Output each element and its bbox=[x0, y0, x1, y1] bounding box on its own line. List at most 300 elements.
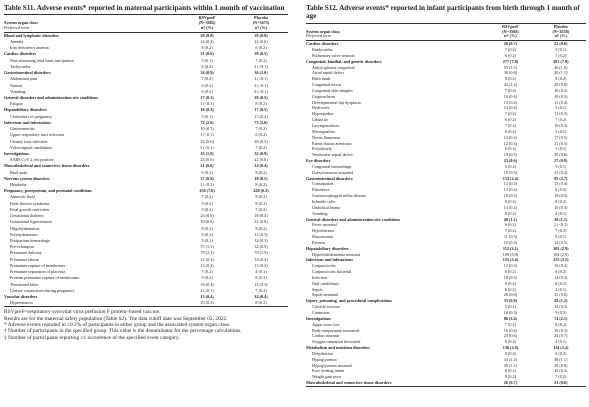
placebo-value: 13 (0.4) bbox=[554, 99, 568, 105]
system-organ-class-row bbox=[306, 380, 586, 386]
placebo-value: 8 (0.2) bbox=[255, 225, 267, 231]
row-label: Premature labour bbox=[10, 256, 39, 262]
row-label: Ventricular septal defect bbox=[312, 152, 353, 158]
rsvpref-value: 5 (0.1) bbox=[201, 238, 213, 244]
rsvpref-value: 30 (0.8) bbox=[503, 70, 518, 76]
rsvpref-value: 6 (0.2) bbox=[201, 82, 213, 88]
rsvpref-value: 1 (<0.1) bbox=[200, 101, 214, 107]
row-label: Oral candidiasis bbox=[312, 280, 340, 286]
placebo-value: 14 (0.4) bbox=[254, 293, 268, 299]
row-label: Contusion bbox=[312, 310, 330, 316]
row-label: Pregnancy, puerperium, and perinatal conditions bbox=[4, 188, 92, 194]
header-system-organ-class: System organ class bbox=[306, 29, 340, 34]
row-label: Upper respiratory tract infection bbox=[10, 132, 65, 138]
placebo-value: 23 (0.6) bbox=[554, 41, 568, 47]
rsvpref-value: 16 (0.4) bbox=[200, 281, 214, 287]
rsvpref-value: 12 (0.3) bbox=[503, 263, 518, 269]
row-label: Micrognathia bbox=[312, 128, 335, 134]
rsvpref-value: 22 (0.6) bbox=[200, 138, 214, 144]
rsvpref-value: 27 (0.8) bbox=[200, 175, 214, 181]
row-label: Oligohydramnios bbox=[10, 225, 40, 231]
row-label: Dacryostenosis acquired bbox=[312, 169, 354, 175]
placebo-value: 13 (0.4) bbox=[554, 169, 568, 175]
row-label: Birth mark bbox=[312, 76, 331, 82]
header-placebo: Placebo bbox=[234, 15, 288, 21]
rsvpref-value: 7 (0.2) bbox=[201, 194, 213, 200]
placebo-value: 95 (2.7) bbox=[554, 175, 568, 181]
placebo-value: 11 (0.3) bbox=[554, 140, 568, 146]
row-label: Iron deficiency anemia bbox=[10, 45, 49, 51]
rsvpref-value: 10 (0.3) bbox=[503, 239, 518, 245]
placebo-value: 8 (0.2) bbox=[255, 101, 267, 107]
rsvpref-value: 6 (0.2) bbox=[504, 222, 516, 228]
header-placebo-unit: n† (%) bbox=[536, 34, 586, 40]
rsvpref-value: 40 (1.1) bbox=[503, 216, 518, 222]
placebo-value: 7 (0.2) bbox=[255, 144, 267, 150]
row-label: Fetal distress syndrome bbox=[10, 200, 50, 206]
rsvpref-value: 6 (0.2) bbox=[201, 88, 213, 94]
table-s11-title: Table S11. Adverse events* reported in maternal participants within 1 month of vaccination bbox=[4, 4, 285, 12]
row-label: Sepsis neonatal bbox=[312, 292, 338, 298]
rsvpref-value: 10 (0.3) bbox=[200, 107, 214, 113]
placebo-value: 11 (0.3) bbox=[554, 111, 568, 117]
rsvpref-value: 23 (0.6) bbox=[503, 333, 518, 339]
placebo-value: 20 (0.5) bbox=[254, 138, 268, 144]
row-label: Non-reassuring fetal heart rate pattern bbox=[10, 57, 74, 63]
placebo-value: 14 (0.4) bbox=[254, 163, 268, 169]
row-label: Gastrointestinal disorders bbox=[4, 70, 51, 76]
row-label: Flatulence bbox=[312, 187, 330, 193]
row-label: Hypoglycemia bbox=[312, 356, 337, 362]
row-label: Oxygen saturation decreased bbox=[312, 339, 361, 345]
rsvpref-value: 33 (0.9) bbox=[503, 298, 518, 304]
placebo-value: 7 (0.2) bbox=[255, 57, 267, 63]
table-s12 bbox=[306, 23, 586, 387]
row-label: Injury, poisoning, and procedural complications bbox=[306, 298, 393, 304]
rsvpref-value: 8 (0.2) bbox=[504, 210, 516, 216]
rsvpref-value: 14 (0.4) bbox=[200, 39, 214, 45]
row-label: Cardiac murmur bbox=[312, 333, 340, 339]
header-placebo-n: (N=3558) bbox=[552, 29, 570, 34]
placebo-value: 27 (0.8) bbox=[554, 158, 568, 164]
placebo-value: 10 (0.3) bbox=[554, 327, 568, 333]
placebo-value: 7 (0.2) bbox=[555, 374, 567, 380]
placebo-value: 6 (0.2) bbox=[255, 45, 267, 51]
placebo-value: 16 (0.4) bbox=[554, 263, 568, 269]
rsvpref-value: 17 (0.5) bbox=[200, 94, 214, 100]
rsvpref-value: 3 (<0.1) bbox=[200, 144, 214, 150]
row-label: Uterine contractions during pregnancy bbox=[10, 287, 75, 293]
row-label: Labial tie bbox=[312, 117, 328, 123]
placebo-value: 38 (1.1) bbox=[554, 356, 568, 362]
rsvpref-value: 53 (1.5) bbox=[503, 64, 518, 70]
row-label: Premature separation of placenta bbox=[10, 269, 65, 275]
rsvpref-value: 23 (0.6) bbox=[200, 213, 214, 219]
placebo-value: 38 (1.1) bbox=[554, 216, 568, 222]
row-label: Hepatobiliary disorders bbox=[306, 245, 349, 251]
row-label: Fever neonatal bbox=[312, 222, 337, 228]
rsvpref-value: 35 (1.0) bbox=[200, 150, 214, 156]
placebo-value: 9 (0.3) bbox=[555, 310, 567, 316]
row-label: Hypospadias bbox=[312, 111, 334, 117]
placebo-value: 10 (0.3) bbox=[554, 123, 568, 129]
row-label: Polyhydramnios bbox=[10, 231, 38, 237]
row-label: General disorders and administration site conditions bbox=[4, 94, 99, 100]
placebo-value: 18 (0.5) bbox=[254, 175, 268, 181]
rsvpref-value: 7 (0.2) bbox=[201, 269, 213, 275]
rsvpref-value: 12 (0.3) bbox=[200, 256, 214, 262]
rsvpref-value: 8 (0.2) bbox=[201, 225, 213, 231]
placebo-value: 103 (2.9) bbox=[553, 245, 569, 251]
rsvpref-value: 6 (0.2) bbox=[504, 128, 516, 134]
row-label: Blood and lymphatic disorders bbox=[4, 32, 60, 38]
rsvpref-value: 16 (0.4) bbox=[503, 93, 518, 99]
rsvpref-value: 1 (<0.1) bbox=[200, 132, 214, 138]
placebo-value: 5 (0.1) bbox=[555, 146, 567, 152]
row-label: Vulvovaginal candidiasis bbox=[10, 144, 53, 150]
row-label: Metabolism and nutrition disorders bbox=[306, 345, 370, 351]
row-label: Eye disorders bbox=[306, 158, 331, 164]
placebo-value: 20 (0.6) bbox=[554, 152, 568, 158]
row-label: Vomiting bbox=[10, 88, 26, 94]
rsvpref-value: 13 (0.4) bbox=[503, 105, 518, 111]
placebo-value: 8 (0.2) bbox=[255, 275, 267, 281]
placebo-value: 20 (0.5) bbox=[254, 51, 268, 57]
placebo-value: 36 (1.0) bbox=[254, 70, 268, 76]
placebo-value: 10 (0.3) bbox=[554, 93, 568, 99]
placebo-value: 16 (0.4) bbox=[254, 213, 268, 219]
row-label: Headache bbox=[10, 182, 27, 188]
placebo-value: 13 (0.4) bbox=[254, 113, 268, 119]
placebo-value: 3 (<0.1) bbox=[254, 76, 268, 82]
row-label: Hypoglycemia neonatal bbox=[312, 362, 352, 368]
rsvpref-value: 5 (0.1) bbox=[201, 57, 213, 63]
rsvpref-value: 5 (0.1) bbox=[201, 113, 213, 119]
placebo-value: 73 (2.0) bbox=[254, 119, 268, 125]
rsvpref-value: 8 (0.2) bbox=[504, 350, 516, 356]
rsvpref-value: 6 (0.2) bbox=[504, 163, 516, 169]
row-label: Cardiac disorders bbox=[306, 41, 339, 47]
rsvpref-value: 12 (0.3) bbox=[503, 181, 518, 187]
table-s12-title: Table S12. Adverse events* reported in infant participants from birth through 1 month of age bbox=[306, 4, 580, 21]
row-label: Preterm premature rupture of membranes bbox=[10, 275, 80, 281]
row-label: Gastroenteritis bbox=[10, 126, 35, 132]
row-label: Clavicle fracture bbox=[312, 304, 341, 310]
row-label: General disorders and administration site conditions bbox=[306, 216, 401, 222]
footnote-line: Results are for the maternal safety population (Table S2). The data cutoff date was September 02, 2022. bbox=[4, 315, 228, 322]
rsvpref-value: 7 (0.2) bbox=[504, 123, 516, 129]
row-label: Investigations bbox=[4, 150, 29, 156]
placebo-value: 15 (0.4) bbox=[554, 368, 568, 374]
rsvpref-value: 42 (1.2) bbox=[503, 82, 518, 88]
placebo-value: 4 (0.1) bbox=[555, 286, 567, 292]
placebo-value: 14 (0.4) bbox=[254, 256, 268, 262]
placebo-value: 8 (0.2) bbox=[255, 182, 267, 188]
placebo-value: 8 (0.2) bbox=[555, 198, 567, 204]
rsvpref-value: 38 (0.8) bbox=[200, 32, 214, 38]
table-s11-section bbox=[4, 0, 288, 341]
row-label: Hydrocele bbox=[312, 105, 330, 111]
placebo-value: 123 (3.5) bbox=[553, 257, 569, 263]
row-label: Gestational diabetes bbox=[10, 213, 44, 219]
row-label: Nausea bbox=[10, 82, 23, 88]
rsvpref-value: 123 (3.4) bbox=[502, 257, 519, 263]
rsvpref-value: 72 (2.0) bbox=[200, 119, 214, 125]
row-label: Investigations bbox=[306, 315, 331, 321]
row-label: Cryptorchism bbox=[312, 93, 336, 99]
row-label: Cardiac disorders bbox=[4, 51, 37, 57]
rsvpref-value: 8 (0.2) bbox=[504, 76, 516, 82]
row-label: Back pain bbox=[10, 169, 27, 175]
placebo-value: 70 (1.9) bbox=[254, 250, 268, 256]
placebo-value: 36 (1.0) bbox=[554, 64, 568, 70]
placebo-value: 4 (0.1) bbox=[255, 269, 267, 275]
row-label: Weight gain poor bbox=[312, 374, 341, 380]
rsvpref-value: 19 (0.5) bbox=[503, 152, 518, 158]
placebo-value: 6 (0.2) bbox=[255, 132, 267, 138]
placebo-value: 7 (0.2) bbox=[555, 52, 567, 58]
placebo-value: 14 (0.4) bbox=[554, 274, 568, 280]
table-s11-footnotes bbox=[4, 309, 288, 340]
placebo-value: 8 (0.2) bbox=[255, 200, 267, 206]
row-label: Sepsis bbox=[312, 286, 323, 292]
row-label: Infections and infestations bbox=[4, 119, 51, 125]
rsvpref-value: 8 (0.2) bbox=[504, 280, 516, 286]
row-label: Developmental hip dysplasia bbox=[312, 99, 361, 105]
placebo-value: 28 (0.8) bbox=[554, 82, 568, 88]
row-label: Anemia bbox=[10, 39, 24, 45]
rsvpref-value: 277 (7.8) bbox=[502, 58, 519, 64]
rsvpref-value: 30 (0.8) bbox=[200, 219, 214, 225]
placebo-value: 19 (0.5) bbox=[554, 193, 568, 199]
placebo-value: 11 (0.3) bbox=[254, 231, 268, 237]
system-organ-class-row bbox=[4, 32, 288, 39]
placebo-value: 12 (0.3) bbox=[554, 239, 568, 245]
rsvpref-value: 138 (3.9) bbox=[502, 345, 519, 351]
rsvpref-value: 6 (0.2) bbox=[201, 169, 213, 175]
row-label: Bradycardia bbox=[312, 47, 333, 53]
row-label: Conjunctivitis bacterial bbox=[312, 269, 352, 275]
placebo-value: 228 (6.2) bbox=[253, 188, 269, 194]
placebo-value: 104 (2.9) bbox=[553, 251, 569, 257]
rsvpref-value: 21 (0.6) bbox=[200, 51, 214, 57]
placebo-value: 281 (7.9) bbox=[553, 58, 569, 64]
placebo-value: 8 (0.2) bbox=[234, 300, 288, 307]
rsvpref-value: 12 (0.3) bbox=[503, 140, 518, 146]
rsvpref-value: 11 (0.3) bbox=[503, 234, 517, 240]
placebo-value: 22 (0.6) bbox=[254, 39, 268, 45]
placebo-value: 6 (0.2) bbox=[555, 321, 567, 327]
rsvpref-value: 133 (3.4) bbox=[502, 175, 519, 181]
row-label: Hepatobiliary disorders bbox=[4, 107, 47, 113]
rsvpref-value: 6 (0.2) bbox=[201, 63, 213, 69]
placebo-value: 2 (<0.1) bbox=[554, 222, 568, 228]
rsvpref-value: 6 (0.2) bbox=[504, 339, 516, 345]
row-label: Infections and infestations bbox=[306, 257, 353, 263]
row-label: Postpartum hemorrhage bbox=[10, 238, 51, 244]
row-label: Threatened labor bbox=[10, 281, 39, 287]
rsvpref-value: 6 (0.2) bbox=[504, 286, 516, 292]
placebo-value: 7 (0.2) bbox=[255, 206, 267, 212]
row-label: Musculoskeletal and connective tissue disorders bbox=[306, 380, 485, 386]
placebo-value: 4 (0.1) bbox=[555, 339, 567, 345]
rsvpref-value: 14 (0.4) bbox=[503, 134, 518, 140]
header-placebo: Placebo bbox=[536, 23, 586, 29]
row-label: Pulmonary valve stenosis bbox=[312, 52, 355, 58]
row-label: Infantile colic bbox=[312, 198, 336, 204]
placebo-value: 17 (0.5) bbox=[554, 134, 568, 140]
placebo-value: 32 (0.9) bbox=[254, 150, 268, 156]
placebo-value: 6 (0.2) bbox=[555, 187, 567, 193]
rsvpref-value: 39 (1.1) bbox=[503, 362, 518, 368]
placebo-value: 24 (0.7) bbox=[554, 333, 568, 339]
header-system-organ-class: System organ class bbox=[4, 21, 38, 26]
rsvpref-value: 10 (0.3) bbox=[503, 169, 518, 175]
placebo-value: 114 (3.2) bbox=[553, 345, 569, 351]
placebo-value: 74 (2.1) bbox=[554, 315, 568, 321]
row-label: Hypothermia bbox=[312, 228, 335, 234]
rsvpref-value: 86 (2.4) bbox=[503, 315, 518, 321]
rsvpref-value: 9 (0.2) bbox=[201, 231, 213, 237]
rsvpref-value: 109 (3.0) bbox=[502, 251, 519, 257]
row-label: Cholestasis of pregnancy bbox=[10, 113, 53, 119]
placebo-value: 29 (0.8) bbox=[254, 32, 268, 38]
rsvpref-value: 7 (0.2) bbox=[504, 87, 516, 93]
placebo-value: 25 (0.6) bbox=[554, 292, 568, 298]
header-rsvpref-unit: n† (%) bbox=[180, 26, 234, 32]
rsvpref-value: 10 (0.3) bbox=[503, 310, 518, 316]
rsvpref-value: 6 (0.2) bbox=[504, 117, 516, 123]
row-label: Congenital nevus bbox=[312, 82, 342, 88]
row-label: Hyperbilirubinemia neonatal bbox=[312, 251, 361, 257]
row-label: Poor feeding infant bbox=[312, 368, 345, 374]
row-label: Constipation bbox=[312, 181, 334, 187]
row-label: Gestational hypertension bbox=[10, 219, 52, 225]
row-label: Gastrointestinal disorders bbox=[306, 175, 353, 181]
row-label: Conjunctivitis bbox=[312, 263, 336, 269]
header-rsvpref: RSVpreF bbox=[485, 23, 535, 29]
placebo-value: 8 (0.2) bbox=[255, 194, 267, 200]
rsvpref-value: 34 (0.9) bbox=[200, 70, 214, 76]
footnote-line: ‡ Number of participants reporting ≥1 occurrence of the specified event category. bbox=[4, 334, 180, 341]
rsvpref-value: 7 (0.2) bbox=[504, 321, 516, 327]
row-label: Nevus flammeus bbox=[312, 134, 341, 140]
table-s11 bbox=[4, 14, 288, 307]
placebo-value: 7 (0.2) bbox=[255, 126, 267, 132]
header-placebo-unit: n† (%) bbox=[234, 26, 288, 32]
placebo-value: 2 (<0.1) bbox=[254, 82, 268, 88]
rsvpref-value: 6 (0.2) bbox=[504, 146, 516, 152]
placebo-value: 22 (0.6) bbox=[254, 219, 268, 225]
row-label: Fatigue bbox=[10, 101, 23, 107]
rsvpref-value: 8 (0.2) bbox=[504, 374, 516, 380]
row-label: Vascular disorders bbox=[4, 293, 38, 299]
rsvpref-value: 20 (0.6) bbox=[503, 292, 518, 298]
rsvpref-value: 13 (0.4) bbox=[200, 262, 214, 268]
placebo-value: 40 (1.1) bbox=[554, 70, 568, 76]
placebo-value: 32 (0.9) bbox=[254, 244, 268, 250]
table-s12-section bbox=[306, 0, 586, 387]
row-label: Atrial septal defect bbox=[312, 70, 344, 76]
row-label: Premature delivery bbox=[10, 250, 42, 256]
placebo-value: 12 (0.3) bbox=[254, 238, 268, 244]
placebo-value: 13 (0.4) bbox=[554, 181, 568, 187]
placebo-value: 23 (0.6) bbox=[536, 380, 586, 386]
rsvpref-value: 19 (0.5) bbox=[503, 193, 518, 199]
header-placebo-n: (N=3675) bbox=[252, 21, 270, 26]
header-preferred-term: Preferred term bbox=[306, 34, 485, 40]
row-label: Congenital hemorrhage bbox=[312, 163, 352, 169]
row-label: Body temperature increased bbox=[312, 327, 359, 333]
header-preferred-term: Preferred term bbox=[4, 26, 180, 32]
row-label: Abdominal pain bbox=[10, 76, 38, 82]
placebo-value: 22 (0.6) bbox=[254, 157, 268, 163]
row-label: Macrosomia bbox=[312, 234, 333, 240]
row-label: Ankyloglossia congenital bbox=[312, 64, 355, 70]
placebo-value: 7 (0.2) bbox=[555, 228, 567, 234]
rsvpref-value: 43 (1.2) bbox=[503, 356, 518, 362]
rsvpref-value: 7 (0.2) bbox=[504, 47, 516, 53]
placebo-value: 43 (1.2) bbox=[554, 298, 568, 304]
header-rsvpref-n: (N=3682) bbox=[198, 21, 216, 26]
placebo-value: 13 (0.4) bbox=[254, 262, 268, 268]
row-label: Dehydration bbox=[312, 350, 333, 356]
rsvpref-value: 23 (0.6) bbox=[503, 158, 518, 164]
row-label: Hypertension bbox=[4, 300, 180, 307]
table-s11-body bbox=[4, 32, 288, 307]
footnote-line: * Adverse events reported in ≥0.2% of participants in either group and the associated system organ class. bbox=[4, 322, 231, 329]
placebo-value: 6 (0.2) bbox=[555, 350, 567, 356]
row-label: Congenital, familial, and genetic disorders bbox=[306, 58, 382, 64]
placebo-value: 20 (0.5) bbox=[254, 94, 268, 100]
rsvpref-value: 10 (0.3) bbox=[200, 126, 214, 132]
placebo-value: 7 (0.2) bbox=[255, 287, 267, 293]
row-label: Amniotic fluid bbox=[10, 194, 35, 200]
rsvpref-value: 9 (0.2) bbox=[201, 206, 213, 212]
row-label: Gastroesophageal reflux disease bbox=[312, 193, 366, 199]
row-label: Apgar score low bbox=[312, 321, 340, 327]
rsvpref-value: 16 (0.4) bbox=[503, 327, 518, 333]
rsvpref-value: 6 (0.2) bbox=[504, 198, 516, 204]
placebo-value: 29 (0.8) bbox=[554, 362, 568, 368]
rsvpref-value: 7 (0.2) bbox=[504, 111, 516, 117]
rsvpref-value: 2 (<0.1) bbox=[200, 287, 214, 293]
placebo-value: 5 (0.1) bbox=[555, 128, 567, 134]
placebo-value: 6 (0.2) bbox=[555, 269, 567, 275]
row-label: Polydactyly bbox=[312, 146, 333, 152]
placebo-value: 8 (0.2) bbox=[255, 169, 267, 175]
rsvpref-value: 13 (0.4) bbox=[200, 293, 214, 299]
placebo-value: 5 (0.1) bbox=[555, 105, 567, 111]
placebo-value: 11 (0.3) bbox=[254, 281, 268, 287]
placebo-value: 5 (0.1) bbox=[555, 163, 567, 169]
row-label: SARS CoV 2 test positive bbox=[10, 157, 54, 163]
rsvpref-value: 5 (0.1) bbox=[504, 304, 516, 310]
placebo-value: 10 (0.3) bbox=[554, 87, 568, 93]
header-rsvpref-unit: n† (%) bbox=[485, 34, 535, 40]
header-rsvpref: RSVpreF bbox=[180, 15, 234, 21]
row-label: Premature rupture of membranes bbox=[10, 262, 66, 268]
placebo-value: 2 (<0.1) bbox=[254, 63, 268, 69]
placebo-value: 5 (0.1) bbox=[555, 234, 567, 240]
placebo-value: 7 (0.2) bbox=[555, 117, 567, 123]
rsvpref-value: 26 (0.7) bbox=[503, 41, 518, 47]
rsvpref-value: 26 (0.7) bbox=[485, 380, 535, 386]
row-label: Nervous system disorders bbox=[4, 175, 50, 181]
rsvpref-value: 13 (0.4) bbox=[503, 204, 518, 210]
rsvpref-value: 1 (<0.1) bbox=[200, 182, 214, 188]
row-label: Pyrexia bbox=[312, 239, 325, 245]
